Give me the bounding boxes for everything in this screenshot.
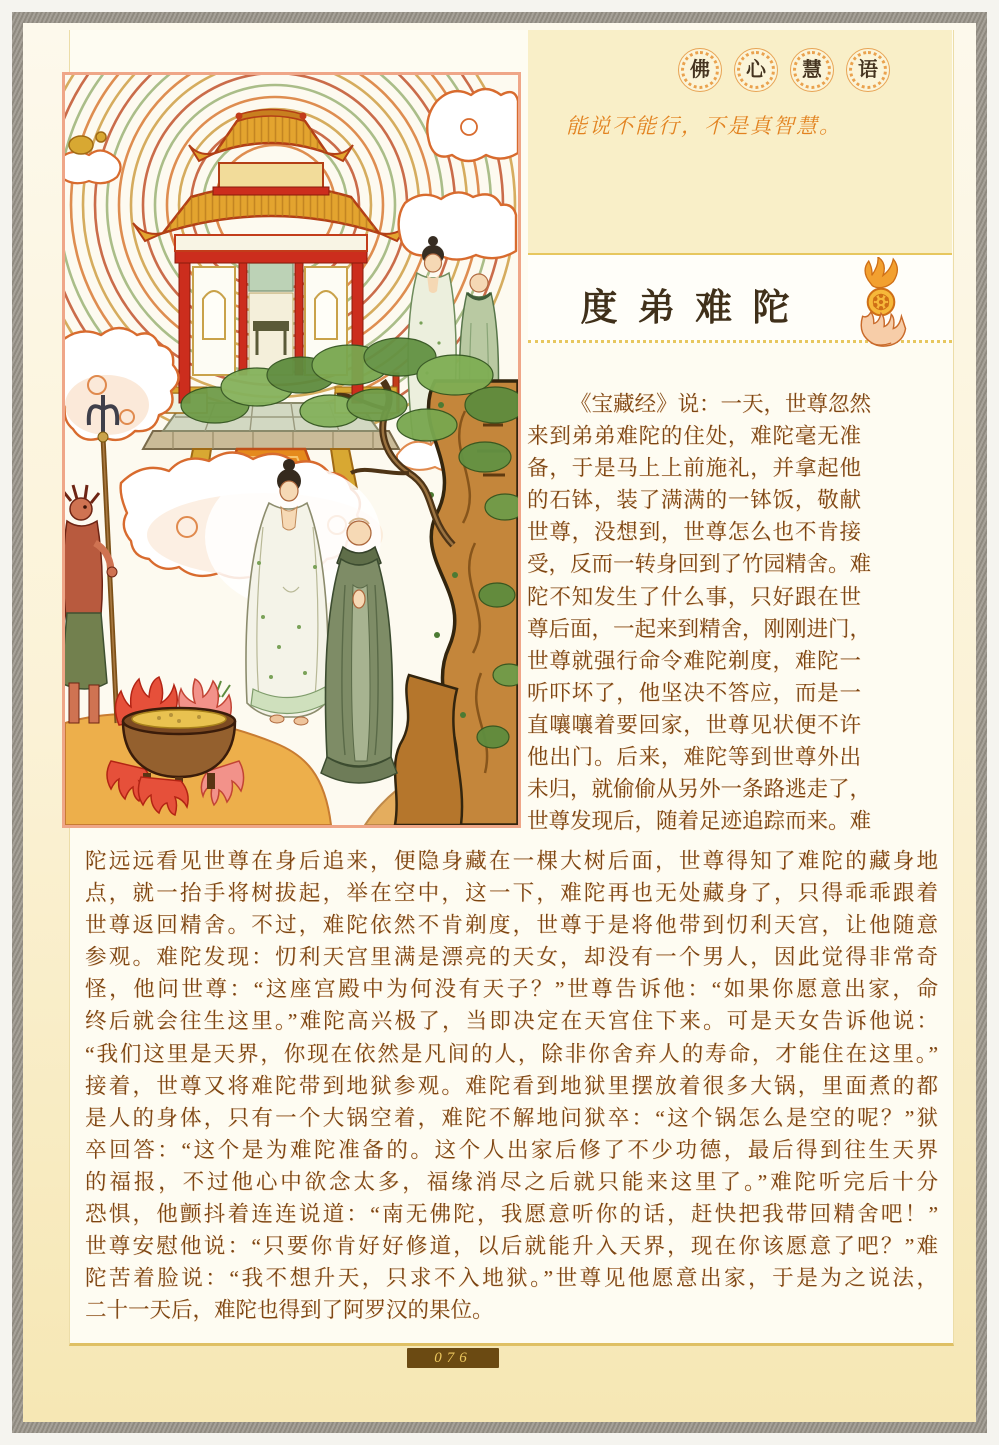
text-line: 参观。难陀发现：忉利天宫里满是漂亮的天女，却没有一个男人，因此觉得非常奇	[85, 945, 938, 970]
text-line: 陀不知发生了什么事，只好跟在世	[527, 584, 861, 609]
series-title	[678, 48, 890, 92]
text-line: 世尊安慰他说：“只要你肯好好修道，以后就能升入天界，现在你该愿意了吧？”难	[85, 1234, 938, 1259]
text-line: 世尊，没想到，世尊怎么也不肯接	[527, 520, 861, 545]
text-line: 《宝藏经》说：一天，世尊忽然	[570, 392, 872, 416]
hand-with-flaming-pearl-icon	[850, 257, 912, 352]
series-title-medallion lotus-ring-icon	[734, 48, 778, 92]
text-line: 终后就会往生这里。”难陀高兴极了，当即决定在天宫住下来。可是天女告诉他说：	[85, 1009, 938, 1034]
text-line: 备，于是马上上前施礼，并拿起他	[527, 456, 861, 481]
text-line: 听吓坏了，他坚决不答应，而是一	[527, 680, 861, 705]
text-line: 的福报，不过他心中欲念太多，福缘消尽之后就只能来这里了。”难陀听完后十分	[85, 1169, 938, 1194]
text-line: 卒回答：“这个是为难陀准备的。这个人出家后修了不少功德，最后得到往生天界	[85, 1137, 938, 1162]
page	[23, 23, 976, 1422]
text-line: 点，就一抬手将树拔起，举在空中，这一下，难陀再也无处藏身了，只得乖乖跟着	[85, 881, 938, 906]
text-line: 是人的身体，只有一个大锅空着，难陀不解地问狱卒：“这个锅怎么是空的呢？”狱	[85, 1105, 938, 1130]
article-title: 度弟难陀	[580, 288, 810, 329]
illustration-canvas	[65, 75, 518, 825]
page-frame	[12, 12, 987, 1433]
series-title-character: 语	[858, 59, 878, 81]
series-title-medallion lotus-ring-icon	[846, 48, 890, 92]
text-line: 接着，世尊又将难陀带到地狱参观。难陀看到地狱里摆放着很多大锅，里面煮的都	[85, 1073, 938, 1098]
text-line: 恐惧，他颤抖着连连说道：“南无佛陀，我愿意听你的话，赶快把我带回精舍吧！”	[85, 1202, 938, 1227]
series-title-character: 心	[746, 59, 766, 81]
text-line: 他出门。后来，难陀等到世尊外出	[527, 745, 861, 770]
page-number-badge: 076	[407, 1348, 499, 1368]
series-title-medallion lotus-ring-icon	[790, 48, 834, 92]
text-line: “我们这里是天界，你现在依然是凡间的人，除非你舍弃人的寿命，才能住在这里。”	[85, 1041, 938, 1066]
article-column	[527, 388, 872, 837]
text-line: 世尊返回精舍。不过，难陀依然不肯剃度，世尊于是将他带到忉利天宫，让他随意	[85, 913, 938, 938]
series-header	[528, 30, 952, 253]
text-line: 尊后面，一起来到精舍，刚刚进门，	[527, 616, 872, 641]
text-line: 未归，就偷偷从另外一条路逃走了，	[527, 777, 872, 802]
text-line: 二十一天后，难陀也得到了阿罗汉的果位。	[85, 1298, 494, 1323]
article-title-band	[528, 253, 952, 343]
text-line: 受，反而一转身回到了竹园精舍。难	[527, 552, 872, 577]
text-line: 怪，他问世尊：“这座宫殿中为何没有天子？”世尊告诉他：“如果你愿意出家，命	[85, 977, 938, 1002]
text-line: 世尊发现后，随着足迹追踪而来。难	[527, 809, 872, 834]
text-line: 来到弟弟难陀的住处，难陀毫无准	[527, 424, 861, 449]
text-line: 陀远远看见世尊在身后追来，便隐身藏在一棵大树后面，世尊得知了难陀的藏身地	[85, 849, 938, 873]
series-title-medallion lotus-ring-icon	[678, 48, 722, 92]
header-motto: 能说不能行，不是真智慧。	[566, 114, 842, 138]
text-line: 的石钵，装了满满的一钵饭，敬献	[527, 488, 861, 513]
text-line: 直嚷嚷着要回家，世尊见状便不许	[527, 712, 861, 737]
series-title-character: 佛	[690, 59, 710, 81]
buddhist-story-illustration	[62, 72, 521, 828]
text-line: 世尊就强行命令难陀剃度，难陀一	[527, 648, 861, 673]
article-body	[85, 845, 938, 1326]
series-title-character: 慧	[802, 59, 822, 81]
text-line: 陀苦着脸说：“我不想升天，只求不入地狱。”世尊见他愿意出家，于是为之说法，	[85, 1266, 938, 1291]
